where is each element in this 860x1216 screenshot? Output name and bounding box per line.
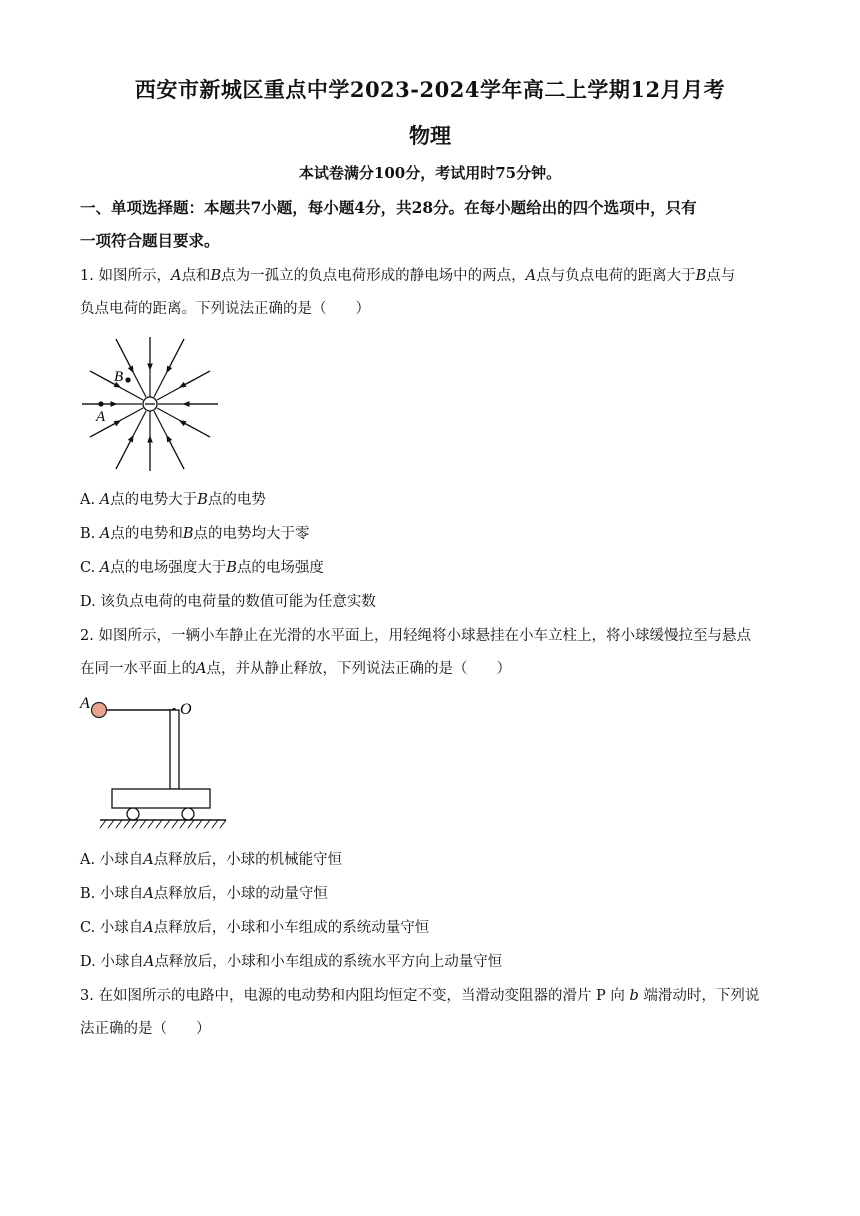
q1-option-c[interactable]: C. A点的电场强度大于B点的电场强度: [80, 560, 324, 576]
q3-stem-line2: 法正确的是（ ）: [80, 1021, 211, 1037]
q1-field-diagram: [80, 335, 222, 475]
q1-label-a: A: [96, 409, 106, 425]
q1-option-a[interactable]: A. A点的电势大于B点的电势: [80, 492, 266, 508]
section-heading-line2: 一项符合题目要求。: [80, 231, 220, 250]
q1-option-b[interactable]: B. A点的电势和B点的电势均大于零: [80, 526, 310, 542]
section-heading-line1: 一、单项选择题：本题共7小题，每小题4分，共28分。在每小题给出的四个选项中，只有: [80, 198, 697, 217]
q2-label-o: O: [180, 701, 192, 718]
q2-stem-line2: 在同一水平面上的A点，并从静止释放，下列说法正确的是（ ）: [80, 661, 511, 677]
exam-title: 西安市新城区重点中学2023-2024学年高二上学期12月月考: [134, 77, 726, 102]
q1-stem-line2: 负点电荷的距离。下列说法正确的是（ ）: [80, 301, 370, 317]
q2-cart-diagram: [78, 692, 230, 832]
q2-option-c[interactable]: C. 小球自A点释放后，小球和小车组成的系统动量守恒: [80, 920, 430, 936]
q2-option-b[interactable]: B. 小球自A点释放后，小球的动量守恒: [80, 886, 328, 902]
q2-label-a: A: [80, 695, 90, 712]
q2-option-d[interactable]: D. 小球自A点释放后，小球和小车组成的系统水平方向上动量守恒: [80, 954, 503, 970]
q3-stem-line1: 3. 在如图所示的电路中，电源的电动势和内阻均恒定不变，当滑动变阻器的滑片 P 向 b 端滑动时，下列说: [80, 988, 760, 1004]
q1-label-b: B: [114, 369, 124, 385]
q1-stem-line1: 1. 如图所示，A点和B点为一孤立的负点电荷形成的静电场中的两点，A点与负点电荷的距离大于B点与: [80, 268, 736, 284]
q1-option-d[interactable]: D. 该负点电荷的电荷量的数值可能为任意实数: [80, 594, 376, 610]
subject-title: 物理: [409, 123, 451, 148]
q2-option-a[interactable]: A. 小球自A点释放后，小球的机械能守恒: [80, 852, 343, 868]
exam-note: 本试卷满分100分，考试用时75分钟。: [298, 164, 562, 182]
q2-stem-line1: 2. 如图所示，一辆小车静止在光滑的水平面上，用轻绳将小球悬挂在小车立柱上，将小球缓慢拉至与悬点: [80, 628, 751, 644]
